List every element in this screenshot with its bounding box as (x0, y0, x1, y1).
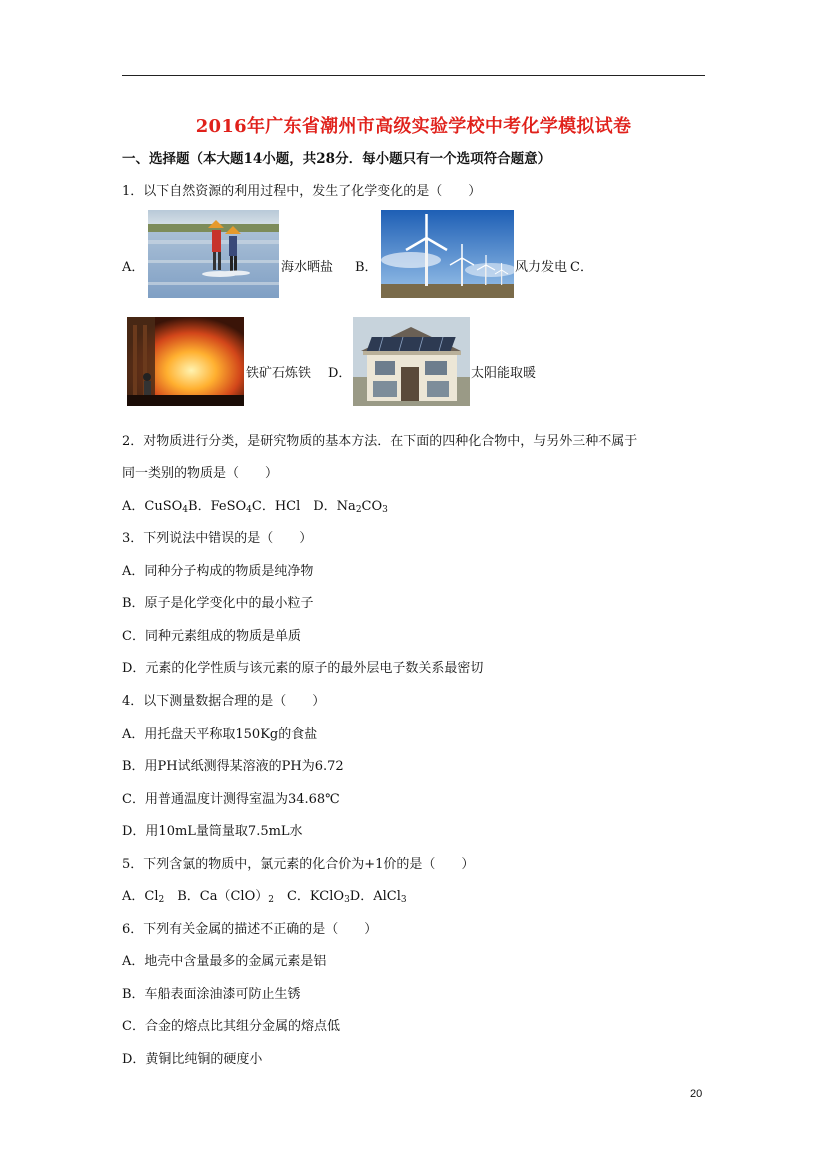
wind-turbines-image (381, 210, 514, 298)
option-c-text: 铁矿石炼铁 (246, 366, 312, 381)
q5-option-d-subscript: 3 (400, 895, 407, 905)
q2-option-a-subscript: 4 (182, 505, 189, 515)
q2-option-b: B．FeSO (188, 499, 247, 514)
question-4-stem: 4．以下测量数据合理的是（ ） (122, 694, 326, 709)
q3-option-a: A．同种分子构成的物质是纯净物 (122, 564, 314, 579)
q5-option-a-subscript: 2 (158, 895, 165, 905)
q6-option-b: B．车船表面涂油漆可防止生锈 (122, 987, 301, 1002)
option-c-letter: C． (570, 260, 593, 275)
page-title: 2016年广东省潮州市高级实验学校中考化学模拟试卷 (195, 116, 632, 137)
option-a-text: 海水晒盐 (281, 260, 334, 275)
solar-heating-house-image (353, 317, 470, 406)
q2-option-d-subscript-2: 3 (382, 505, 388, 515)
q5-option-d: D．AlCl (349, 889, 401, 904)
q2-option-cd: C．HCl D．Na (251, 499, 356, 514)
option-d-letter: D． (328, 366, 352, 381)
q2-option-d-subscript-1: 2 (355, 505, 362, 515)
option-a-letter: A． (122, 260, 145, 275)
q4-option-a: A．用托盘天平称取150Kg的食盐 (122, 727, 318, 742)
q6-option-d: D．黄铜比纯铜的硬度小 (122, 1052, 263, 1067)
q2-option-d-mid: CO (361, 499, 383, 514)
q3-option-c: C．同种元素组成的物质是单质 (122, 629, 301, 644)
question-6-stem: 6．下列有关金属的描述不正确的是（ ） (122, 922, 378, 937)
q5-option-c-subscript: 3 (344, 895, 350, 905)
q6-option-c: C．合金的熔点比其组分金属的熔点低 (122, 1019, 340, 1034)
q3-option-d: D．元素的化学性质与该元素的原子的最外层电子数关系最密切 (122, 661, 484, 676)
q5-option-b: B．Ca（ClO） (164, 889, 269, 904)
q2-option-b-subscript: 4 (246, 505, 252, 515)
question-5-stem: 5．下列含氯的物质中，氯元素的化合价为+1价的是（ ） (122, 857, 475, 872)
header-rule (122, 75, 705, 76)
question-1-stem: 1．以下自然资源的利用过程中，发生了化学变化的是（ ） (122, 184, 482, 199)
q6-option-a: A．地壳中含量最多的金属元素是铝 (122, 954, 327, 969)
q4-option-c: C．用普通温度计测得室温为34.68℃ (122, 792, 340, 807)
salt-drying-image (148, 210, 279, 298)
iron-smelting-image (127, 317, 244, 406)
q4-option-b: B．用PH试纸测得某溶液的PH为6.72 (122, 759, 344, 774)
q5-option-a: A．Cl (122, 889, 159, 904)
question-2-options (122, 498, 388, 519)
option-b-letter: B． (355, 260, 378, 275)
q5-option-b-subscript: 2 (268, 895, 274, 905)
q3-option-b: B．原子是化学变化中的最小粒子 (122, 596, 314, 611)
question-3-stem: 3．下列说法中错误的是（ ） (122, 531, 313, 546)
option-b-text: 风力发电 (515, 260, 568, 275)
q2-option-a: A．CuSO (122, 499, 183, 514)
page-number: 20 (690, 1088, 703, 1100)
q5-option-c: C．KClO (273, 889, 345, 904)
option-d-text: 太阳能取暖 (471, 366, 537, 381)
question-2-stem-line2: 同一类别的物质是（ ） (122, 466, 279, 481)
question-5-options (122, 888, 407, 909)
q4-option-d: D．用10mL量筒量取7.5mL水 (122, 824, 303, 839)
section-heading: 一、选择题（本大题14小题，共28分．每小题只有一个选项符合题意） (122, 151, 552, 167)
question-2-stem-line1: 2．对物质进行分类，是研究物质的基本方法．在下面的四种化合物中，与另外三种不属于 (122, 434, 638, 449)
